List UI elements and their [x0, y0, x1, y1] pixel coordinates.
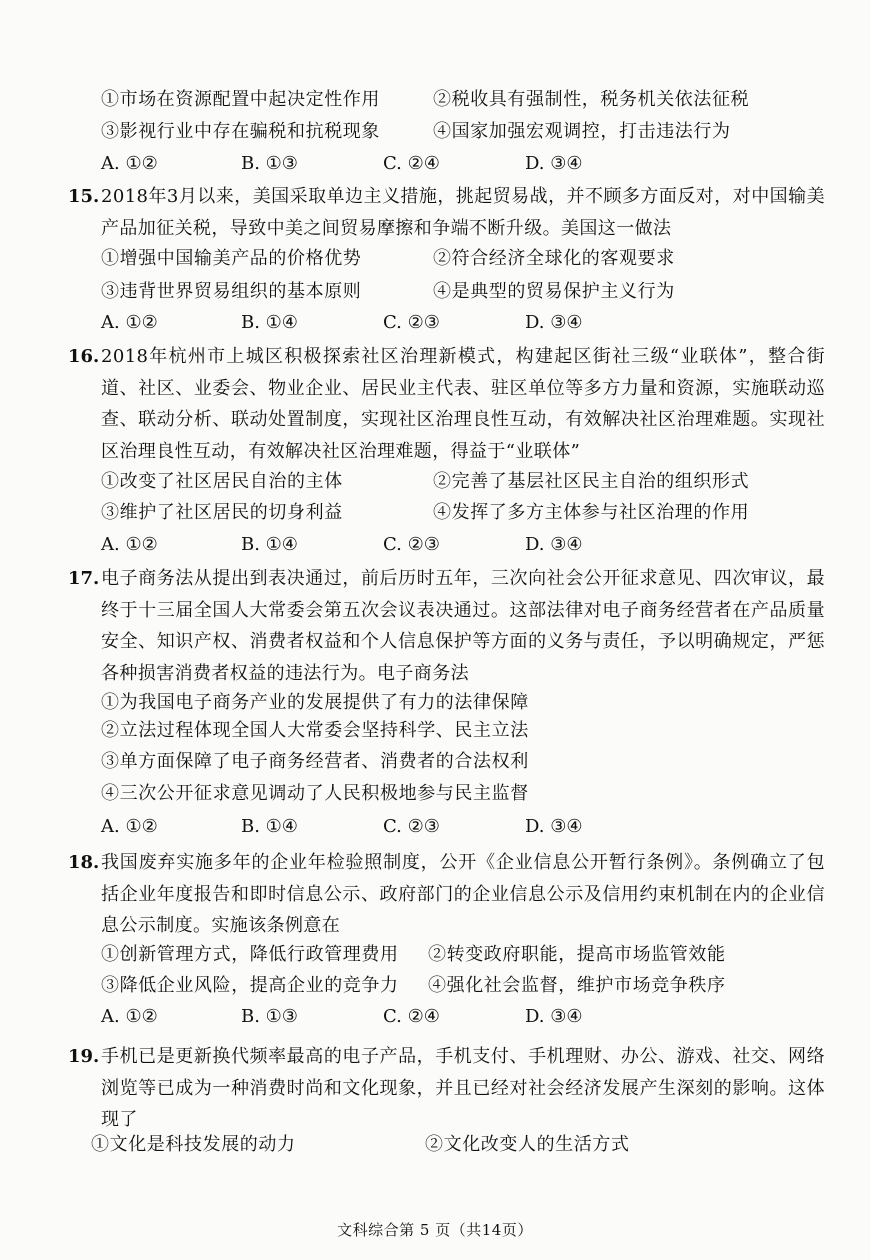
q17-option-2: ②立法过程体现全国人大常委会坚持科学、民主立法 — [101, 720, 529, 741]
q15-option-4: ④是典型的贸易保护主义行为 — [433, 281, 675, 302]
q17-stem: 电子商务法从提出到表决通过，前后历时五年，三次向社会公开征求意见、四次审议，最终于十三届全国人大常委会第五次会议表决通过。这部法律对电子商务经营者在产品质量安全、知识产权、消费者权益和个人信息保护等方面的义务与责任，予以明确规定，严惩各种损害消费者权益的违法行为。电子商务法 — [101, 568, 825, 684]
q18-answer-c: C. ②④ — [383, 1006, 440, 1027]
q15-answer-b: B. ①④ — [241, 312, 298, 333]
q16-option-1: ①改变了社区居民自治的主体 — [101, 471, 343, 492]
q17-option-1: ①为我国电子商务产业的发展提供了有力的法律保障 — [101, 692, 529, 713]
q18-option-1: ①创新管理方式，降低行政管理费用 — [101, 944, 399, 965]
q15-option-2: ②符合经济全球化的客观要求 — [433, 248, 675, 269]
q17-answer-d: D. ③④ — [525, 816, 583, 837]
q19-number: 19. — [68, 1046, 100, 1067]
q19-stem: 手机已是更新换代频率最高的电子产品，手机支付、手机理财、办公、游戏、社交、网络浏览等已成为一种消费时尚和文化现象，并且已经对社会经济发展产生深刻的影响。这体现了 — [101, 1046, 825, 1130]
q18-option-4: ④强化社会监督，维护市场竞争秩序 — [428, 975, 726, 996]
q18-answer-d: D. ③④ — [525, 1006, 583, 1027]
q16-option-3: ③维护了社区居民的切身利益 — [101, 502, 343, 523]
q15-stem: 2018年3月以来，美国采取单边主义措施，挑起贸易战，并不顾多方面反对，对中国输美产品加征关税，导致中美之间贸易摩擦和争端不断升级。美国这一做法 — [101, 186, 825, 239]
q14-answer-d: D. ③④ — [525, 153, 583, 174]
q14-answer-a: A. ①② — [101, 153, 158, 174]
q19-option-1: ①文化是科技发展的动力 — [91, 1134, 296, 1155]
q16-answer-b: B. ①④ — [241, 534, 298, 555]
q16-stem: 2018年杭州市上城区积极探索社区治理新模式，构建起区街社三级“业联体”，整合街道、社区、业委会、物业企业、居民业主代表、驻区单位等多方力量和资源，实施联动巡查、联动分析、联动处置制度，实现社区治理良性互动，有效解决社区治理难题。实现社区治理良性互动，有效解决社区治理难题，得益于“业联体” — [101, 346, 825, 462]
q17-answer-c: C. ②③ — [383, 816, 440, 837]
q14-answer-b: B. ①③ — [241, 153, 298, 174]
q16-option-2: ②完善了基层社区民主自治的组织形式 — [433, 471, 750, 492]
q18-number: 18. — [68, 852, 100, 873]
q14-option-1: ①市场在资源配置中起决定性作用 — [101, 89, 380, 110]
q18-answer-a: A. ①② — [101, 1006, 158, 1027]
q15-number: 15. — [68, 186, 100, 207]
q16-answer-c: C. ②③ — [383, 534, 440, 555]
q16-option-4: ④发挥了多方主体参与社区治理的作用 — [433, 502, 750, 523]
q14-option-3: ③影视行业中存在骗税和抗税现象 — [101, 121, 380, 142]
q15-option-1: ①增强中国输美产品的价格优势 — [101, 248, 362, 269]
q15-option-3: ③违背世界贸易组织的基本原则 — [101, 281, 362, 302]
q19-option-2: ②文化改变人的生活方式 — [425, 1134, 630, 1155]
q17-answer-b: B. ①④ — [241, 816, 298, 837]
q18-stem: 我国废弃实施多年的企业年检验照制度，公开《企业信息公开暂行条例》。条例确立了包括企业年度报告和即时信息公示、政府部门的企业信息公示及信用约束机制在内的企业信息公示制度。实施该条例意在 — [101, 852, 825, 936]
q15-answer-a: A. ①② — [101, 312, 158, 333]
q18-answer-b: B. ①③ — [241, 1006, 298, 1027]
page-footer: 文科综合第 5 页（共14页） — [337, 1221, 533, 1239]
q16-answer-d: D. ③④ — [525, 534, 583, 555]
q14-answer-c: C. ②④ — [383, 153, 440, 174]
q16-answer-a: A. ①② — [101, 534, 158, 555]
q15-answer-c: C. ②③ — [383, 312, 440, 333]
q17-option-3: ③单方面保障了电子商务经营者、消费者的合法权利 — [101, 751, 529, 772]
q14-option-4: ④国家加强宏观调控，打击违法行为 — [433, 121, 731, 142]
q16-number: 16. — [68, 346, 100, 367]
q18-option-2: ②转变政府职能，提高市场监管效能 — [428, 944, 726, 965]
q14-option-2: ②税收具有强制性，税务机关依法征税 — [433, 89, 750, 110]
q17-answer-a: A. ①② — [101, 816, 158, 837]
q18-option-3: ③降低企业风险，提高企业的竞争力 — [101, 975, 399, 996]
q17-number: 17. — [68, 568, 100, 589]
q17-option-4: ④三次公开征求意见调动了人民积极地参与民主监督 — [101, 783, 529, 804]
q15-answer-d: D. ③④ — [525, 312, 583, 333]
